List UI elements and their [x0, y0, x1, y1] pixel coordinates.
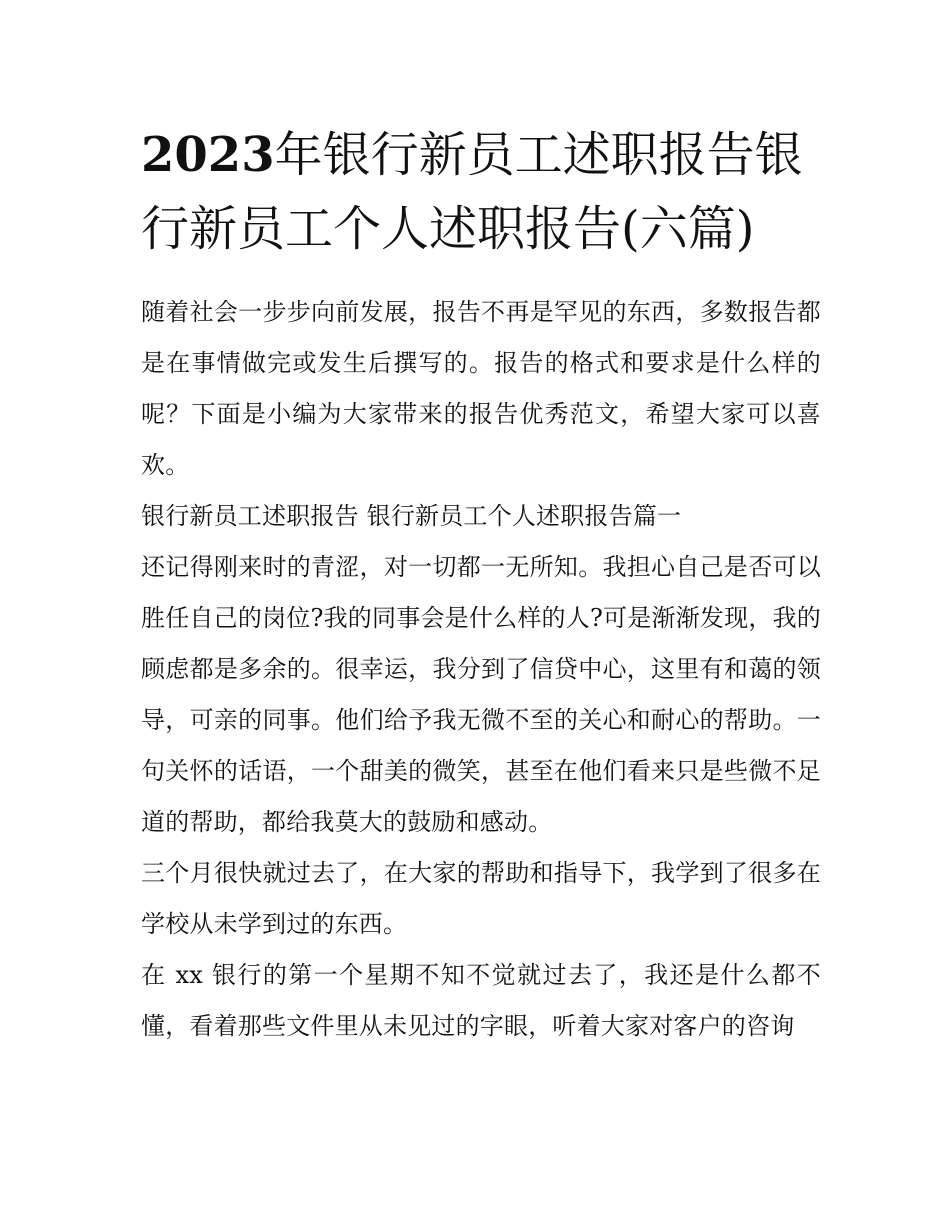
- section-heading: 银行新员工述职报告 银行新员工个人述职报告篇一: [141, 502, 682, 530]
- paragraph-body: 在 xx 银行的第一个星期不知不觉就过去了，我还是什么都不懂，看着那些文件里从未见过的字眼，听着大家对客户的咨询: [141, 961, 821, 1040]
- title-year: 2023: [141, 127, 275, 183]
- paragraph-body: 三个月很快就过去了，在大家的帮助和指导下，我学到了很多在学校从未学到过的东西。: [141, 859, 821, 938]
- paragraph-body: 还记得刚来时的青涩，对一切都一无所知。我担心自己是否可以胜任自己的岗位?我的同事会是什么样的人?可是渐渐发现，我的顾虑都是多余的。很幸运，我分到了信贷中心，这里有和蔼的领导，可亲的同事。他们给予我无微不至的关心和耐心的帮助。一句关怀的话语，一个甜美的微笑，甚至在他们看来只是些微不足道的帮助，都给我莫大的鼓励和感动。: [141, 553, 821, 836]
- title-text: 年银行新员工述职报告银行新员工个人述职报告(六篇): [141, 127, 803, 257]
- document-body: [141, 287, 821, 1052]
- paragraph-intro: 随着社会一步步向前发展，报告不再是罕见的东西，多数报告都是在事情做完或发生后撰写的。报告的格式和要求是什么样的呢？下面是小编为大家带来的报告优秀范文，希望大家可以喜欢。: [141, 298, 821, 479]
- document-title: [141, 118, 821, 266]
- document-page: [141, 118, 821, 1052]
